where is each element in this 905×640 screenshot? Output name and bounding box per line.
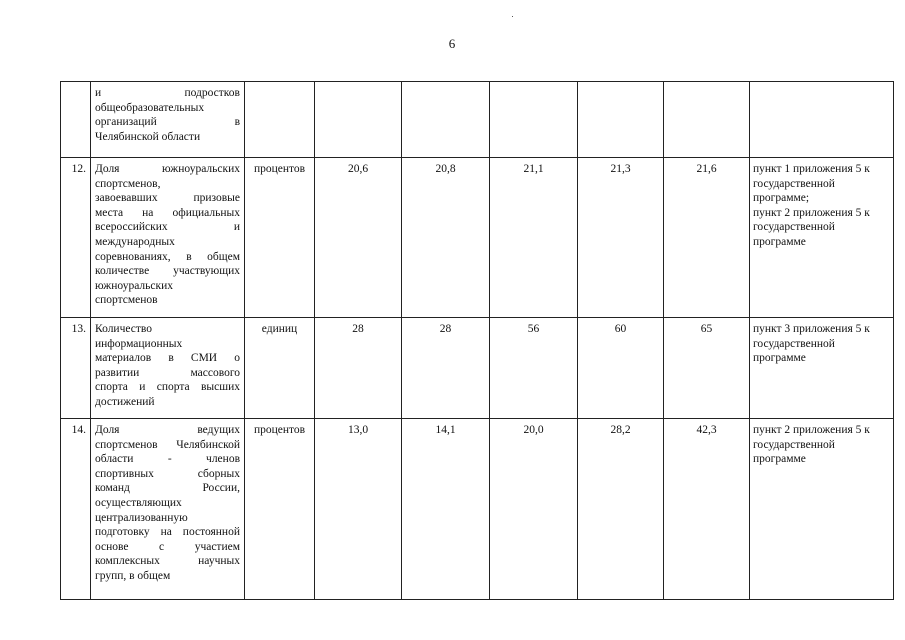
source-reference-line: государственной	[753, 438, 835, 451]
table-row	[61, 318, 894, 419]
indicator-name-line: спортсменов,	[95, 177, 161, 190]
indicator-name-line: команд России,	[95, 482, 240, 495]
indicator-name-line: подготовку на постоянной	[95, 526, 240, 539]
row-number: 12.	[61, 158, 91, 318]
indicator-name-line: завоевавших призовые	[95, 192, 240, 205]
source-reference	[750, 419, 894, 600]
indicator-name-line: соревнованиях, в общем	[95, 250, 240, 263]
indicator-value: 21,6	[664, 158, 750, 318]
indicator-name-line: групп, в общем	[95, 569, 171, 582]
source-reference	[750, 158, 894, 318]
indicator-name-line: общеобразовательных	[95, 101, 205, 114]
indicator-name-line: комплексных научных	[95, 555, 240, 568]
table-row	[61, 419, 894, 600]
indicator-name-line: осуществляющих	[95, 496, 182, 509]
unit-of-measure	[245, 82, 315, 158]
indicator-name-line: и подростков	[95, 87, 240, 99]
indicator-name-line: всероссийских и	[95, 221, 240, 234]
indicator-name-line: спортивных сборных	[95, 467, 240, 480]
indicator-name-line: развитии массового	[95, 366, 240, 379]
indicator-name-line: спортсменов Челябинской	[95, 438, 240, 451]
indicator-name-line: области - членов	[95, 453, 240, 466]
indicator-name-line: Доля ведущих	[95, 424, 240, 436]
source-reference-line: программе;	[753, 192, 810, 205]
indicator-value: 20,0	[490, 419, 578, 600]
source-reference-line: государственной	[753, 337, 835, 350]
source-reference-line: государственной	[753, 221, 835, 234]
indicator-value: 65	[664, 318, 750, 419]
unit-of-measure: единиц	[245, 318, 315, 419]
indicator-value: 20,6	[315, 158, 402, 318]
indicator-value: 21,3	[578, 158, 664, 318]
indicator-name	[91, 419, 245, 600]
indicator-value: 28	[315, 318, 402, 419]
unit-of-measure: процентов	[245, 419, 315, 600]
indicator-name	[91, 158, 245, 318]
page-number: 6	[448, 36, 456, 51]
indicator-name-line: Количество	[95, 323, 152, 335]
source-reference	[750, 318, 894, 419]
indicator-name-line: информационных	[95, 337, 183, 350]
indicator-name-line: централизованную	[95, 511, 188, 524]
indicator-value: 21,1	[490, 158, 578, 318]
source-reference	[750, 82, 894, 158]
indicator-value	[578, 82, 664, 158]
indicator-value	[664, 82, 750, 158]
indicator-value: 42,3	[664, 419, 750, 600]
indicator-name-line: международных	[95, 235, 175, 248]
source-reference-line: пункт 2 приложения 5 к	[753, 424, 870, 436]
indicator-name-line: Доля южноуральских	[95, 163, 240, 175]
source-reference-line: государственной	[753, 177, 835, 190]
indicator-name-line: спортсменов	[95, 294, 158, 307]
table-row	[61, 82, 894, 158]
indicator-name	[91, 82, 245, 158]
table-row	[61, 158, 894, 318]
source-reference-line: пункт 3 приложения 5 к	[753, 323, 870, 335]
indicator-name-line: спорта и спорта высших	[95, 381, 240, 394]
indicator-value: 28,2	[578, 419, 664, 600]
row-number	[61, 82, 91, 158]
indicator-value: 56	[490, 318, 578, 419]
indicator-value	[402, 82, 490, 158]
indicator-name-line: количестве участвующих	[95, 265, 240, 278]
source-reference-line: программе	[753, 352, 806, 365]
indicator-value: 14,1	[402, 419, 490, 600]
indicator-name-line: южноуральских	[95, 279, 174, 292]
source-reference-line: программе	[753, 235, 806, 248]
indicator-value: 13,0	[315, 419, 402, 600]
indicator-name-line: достижений	[95, 395, 155, 408]
indicator-value: 28	[402, 318, 490, 419]
indicator-name-line: места на официальных	[95, 206, 240, 219]
indicator-value: 60	[578, 318, 664, 419]
unit-of-measure: процентов	[245, 158, 315, 318]
indicator-name-line: Челябинской области	[95, 130, 201, 143]
indicator-value	[315, 82, 402, 158]
indicator-name-line: основе с участием	[95, 540, 240, 553]
source-reference-line: программе	[753, 453, 806, 466]
indicator-name	[91, 318, 245, 419]
scan-speck	[512, 16, 513, 17]
source-reference-line: пункт 2 приложения 5 к	[753, 206, 870, 219]
indicator-name-line: материалов в СМИ о	[95, 352, 240, 365]
indicators-table	[60, 81, 894, 600]
source-reference-line: пункт 1 приложения 5 к	[753, 163, 870, 175]
indicator-value	[490, 82, 578, 158]
indicator-name-line: организаций в	[95, 116, 240, 129]
indicator-value: 20,8	[402, 158, 490, 318]
row-number: 13.	[61, 318, 91, 419]
row-number: 14.	[61, 419, 91, 600]
